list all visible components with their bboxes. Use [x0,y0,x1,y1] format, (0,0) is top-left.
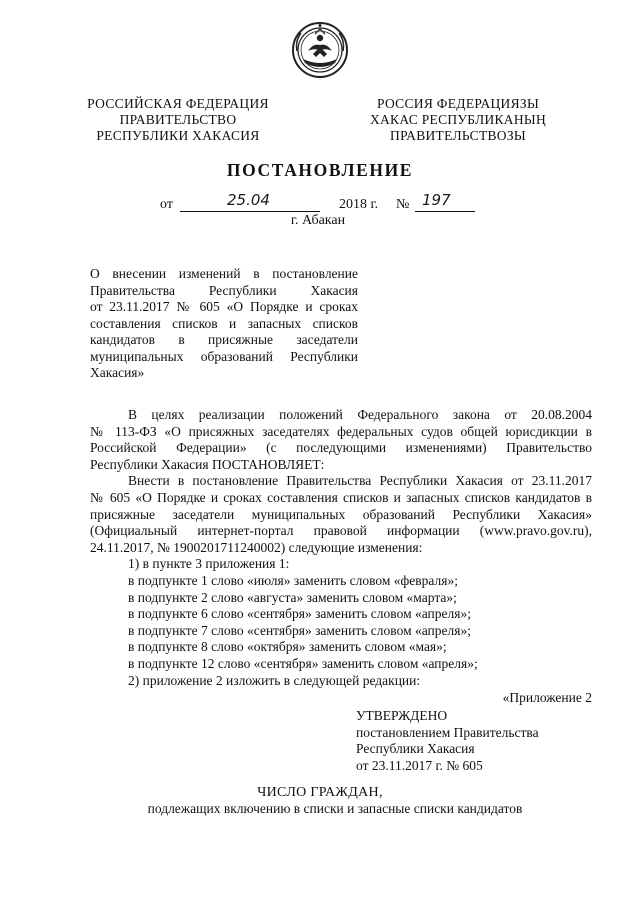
header-left-line: РОССИЙСКАЯ ФЕДЕРАЦИЯ [87,96,269,111]
city-line [0,213,640,229]
list-item: в подпункте 12 слово «сентября» заменить словом «апреля»; [128,655,478,671]
list-item: в подпункте 2 слово «августа» заменить словом «марта»; [128,589,457,605]
approval-line: Республики Хакасия [356,741,475,756]
body-paragraph-1-line: Республики Хакасия ПОСТАНОВЛЯЕТ: [90,456,325,472]
list-item: в подпункте 8 слово «октября» заменить словом «мая»; [128,639,447,655]
subject-line: Хакасия» [90,365,145,380]
body-paragraph-2-line: № 605 «О Порядке и сроках составления списков и запасных списков кандидатов в [90,489,592,505]
handwritten-number: 197 [422,191,451,209]
approval-block [356,708,539,774]
handwritten-date: 25.04 [227,191,270,209]
approval-line: УТВЕРЖДЕНО [356,708,448,723]
document-body [90,407,592,689]
khakassia-coat-of-arms-icon [291,21,349,79]
header-right-line: ХАКАС РЕСПУБЛИКАНЫҢ [369,112,547,127]
body-paragraph-1-line: В целях реализации положений Федерального закона от 20.08.2004 [128,407,592,422]
approval-line: от 23.11.2017 г. № 605 [356,757,483,773]
header-khakas [358,96,558,144]
date-label: от [160,197,173,212]
subject-line: составления списков и запасных списков [90,315,358,331]
header-right-line: ПРАВИТЕЛЬСТВОЗЫ [390,128,526,143]
section-title: ЧИСЛО ГРАЖДАН, [257,785,383,800]
subject-line: кандидатов в присяжные заседатели [90,332,358,347]
subject-line: муниципальных образований Республики [90,348,358,364]
number-underline [415,211,475,212]
date-year: 2018 г. [339,197,379,212]
list-item: 2) приложение 2 изложить в следующей редакции: [128,672,421,688]
list-item: в подпункте 7 слово «сентября» заменить словом «апреля»; [128,622,471,638]
header-right-line: РОССИЯ ФЕДЕРАЦИЯЗЫ [376,96,540,111]
list-item: 1) в пункте 3 приложения 1: [128,556,290,572]
body-paragraph-1-line: № 113-ФЗ «О присяжных заседателях федеральных судов общей юрисдикции в [90,423,592,439]
list-item: в подпункте 1 слово «июля» заменить словом «февраля»; [128,572,458,588]
body-paragraph-2-line: (Официальный интернет-портал правовой информации (www.pravo.gov.ru), [90,523,592,539]
subject-line: от 23.11.2017 № 605 «О Порядке и сроках [90,299,358,314]
subject-line: Правительства Республики Хакасия [90,282,358,298]
document-title: ПОСТАНОВЛЕНИЕ [226,160,414,180]
header-left-line: РЕСПУБЛИКИ ХАКАСИЯ [96,128,260,143]
date-underline [180,211,320,212]
body-paragraph-2-line: Внести в постановление Правительства Республики Хакасия от 23.11.2017 [128,473,592,489]
list-item: в подпункте 6 слово «сентября» заменить словом «апреля»; [128,606,471,622]
city-name: г. Абакан [290,213,346,228]
section-subtitle: подлежащих включению в списки и запасные списки кандидатов [147,801,523,816]
subject-line: О внесении изменений в постановление [90,266,358,281]
number-label: № [396,197,410,212]
body-paragraph-2-line: присяжные заседатели муниципальных образований Республики Хакасия» [90,506,592,522]
document-subject [90,266,358,382]
header-left-line: ПРАВИТЕЛЬСТВО [119,112,237,127]
appendix-label: «Приложение 2 [502,690,592,705]
header-russian [78,96,278,144]
approval-line: постановлением Правительства [356,724,539,740]
body-paragraph-1-line: Российской Федерации» (с последующими изменениями) Правительство [90,440,592,456]
body-paragraph-2-line: 24.11.2017, № 1900201711240002) следующие изменения: [90,539,423,555]
